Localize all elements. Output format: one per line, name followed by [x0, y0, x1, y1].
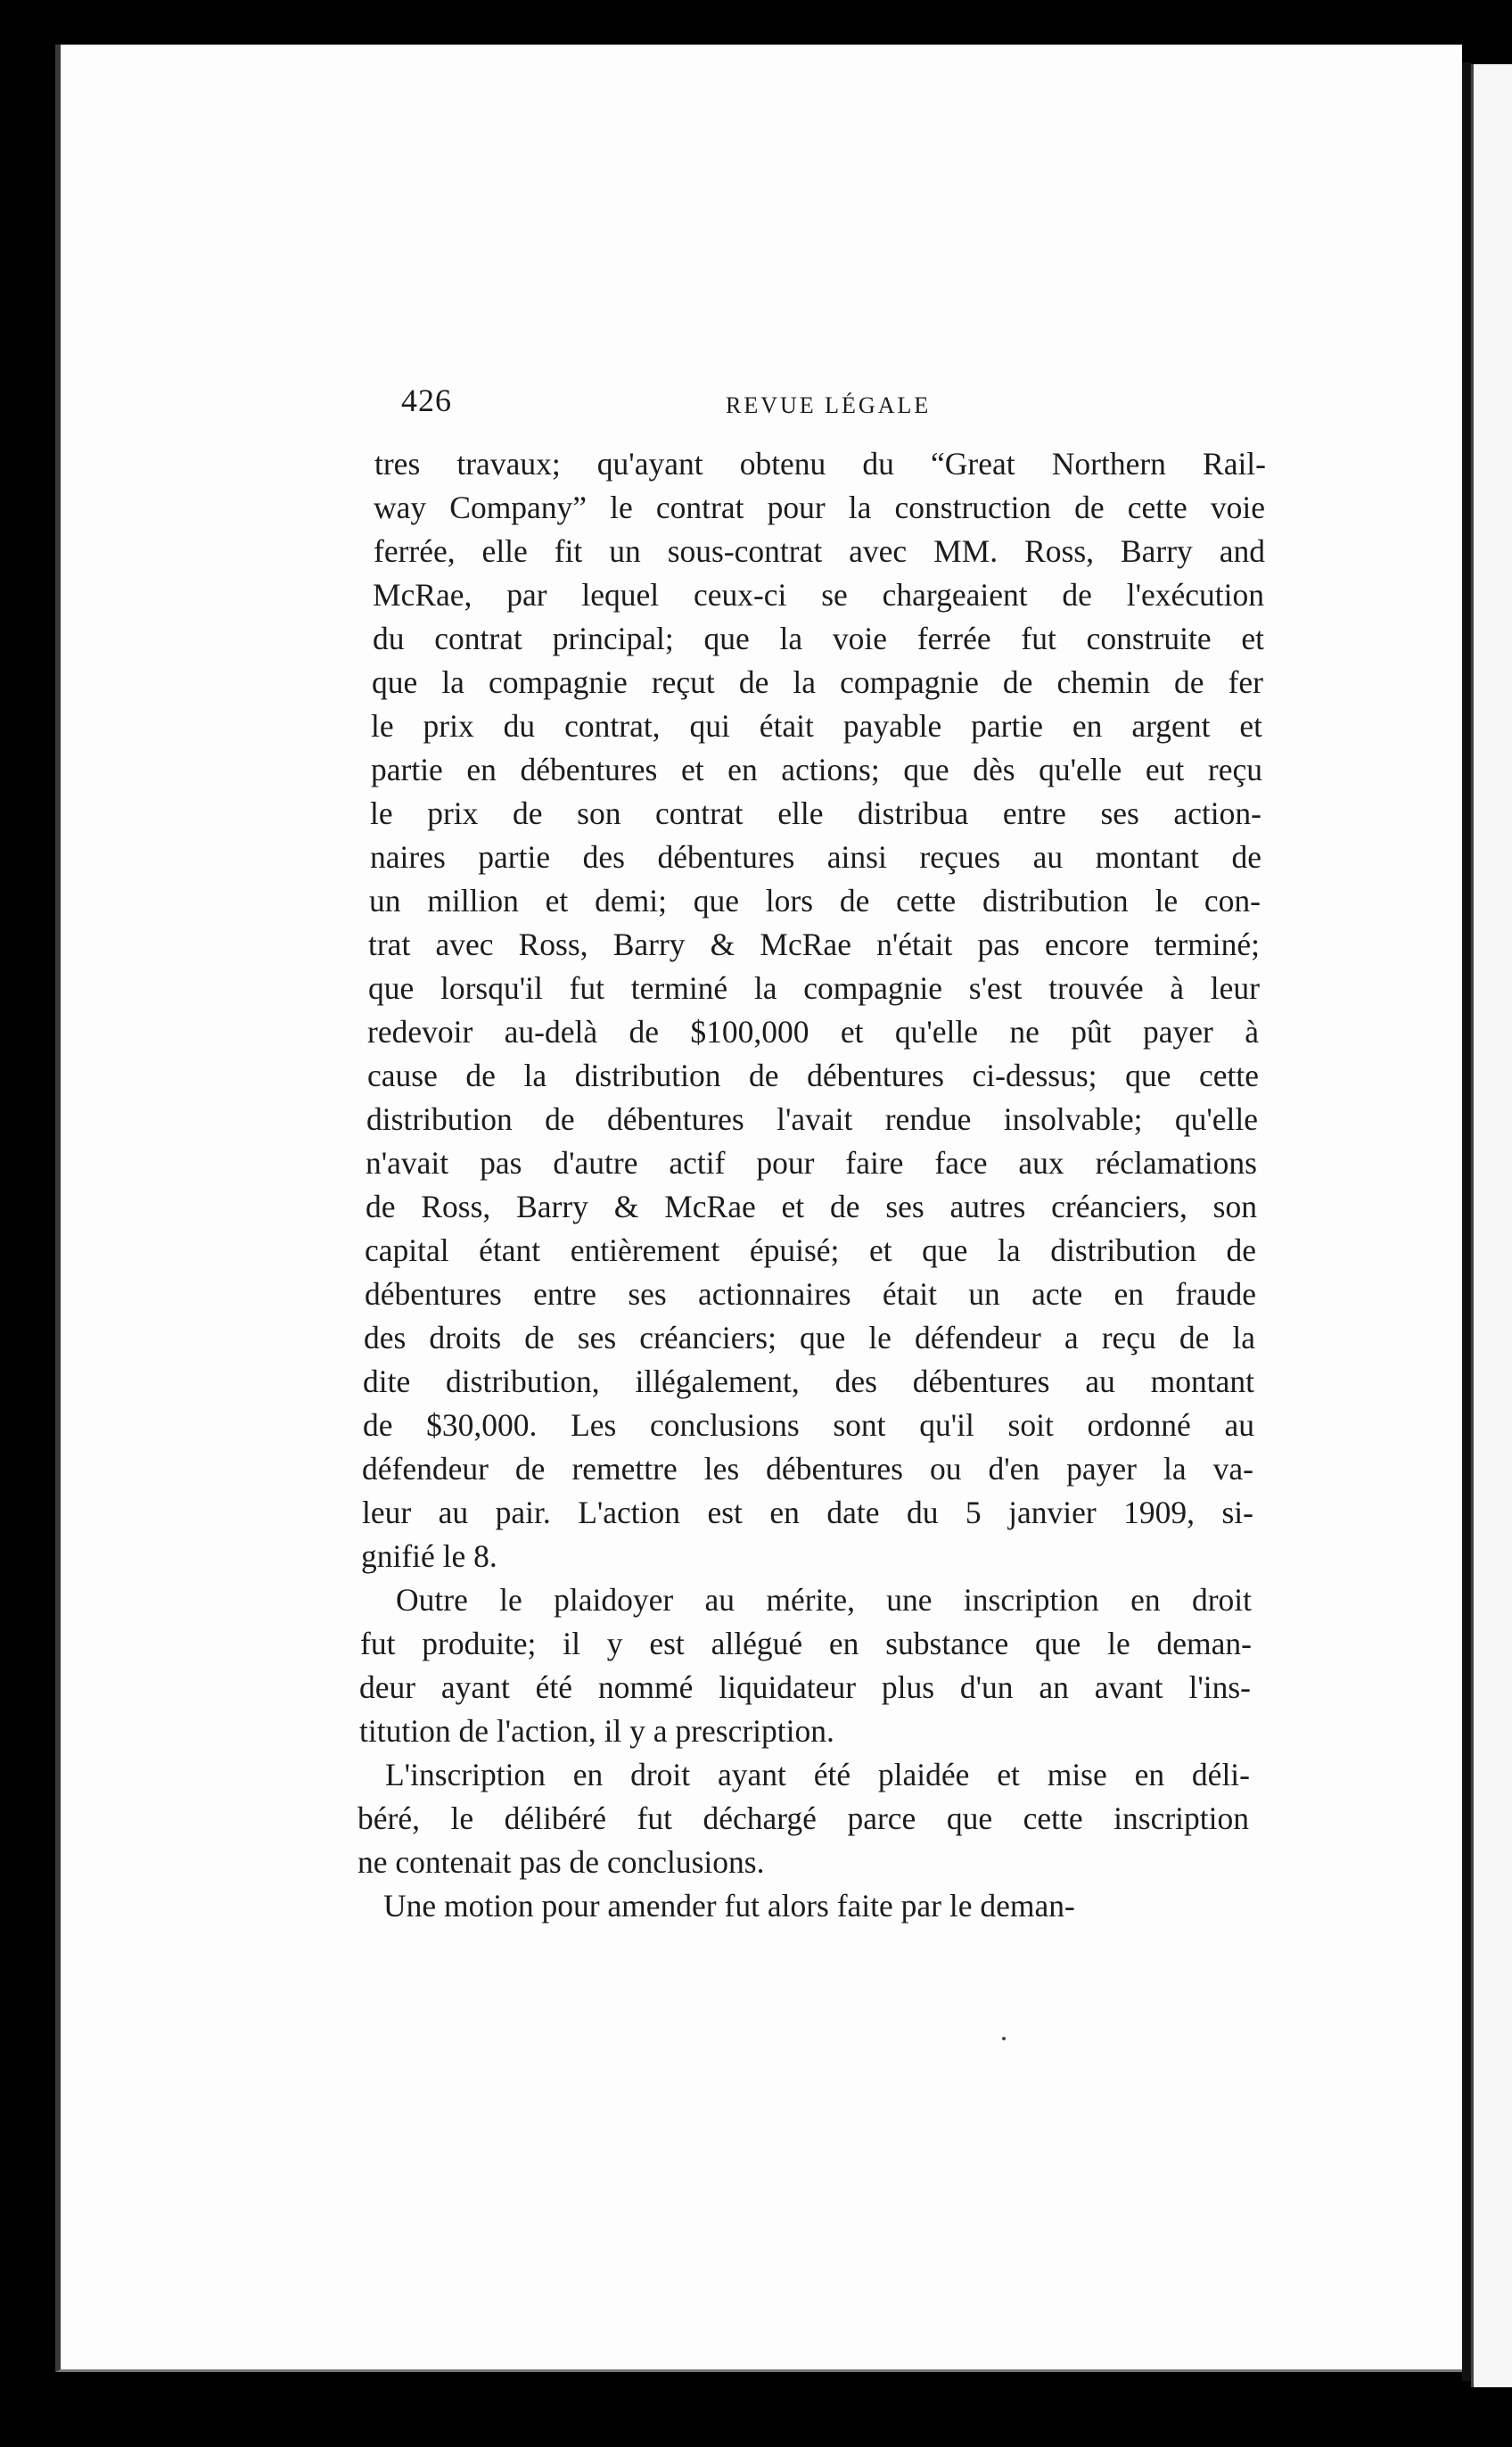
text-line: dite distribution, illégalement, des débentures au montant: [363, 1364, 1254, 1399]
paragraph: [357, 1753, 1266, 1884]
text-line: que la compagnie reçut de la compagnie de chemin de fer: [372, 664, 1263, 700]
text-line: trat avec Ross, Barry & McRae n'était pas encore terminé;: [368, 927, 1260, 962]
text-line: way Company” le contrat pour la construction de cette voie: [374, 490, 1265, 525]
paragraph: [361, 442, 1266, 1578]
text-line: béré, le délibéré fut déchargé parce que cette inscription: [357, 1800, 1249, 1836]
text-line: gnifié le 8.: [361, 1538, 497, 1574]
text-line: capital étant entièrement épuisé; et que la distribution de: [365, 1232, 1256, 1268]
text-line: que lorsqu'il fut terminé la compagnie s'est trouvée à leur: [368, 970, 1260, 1006]
text-line: partie en débentures et en actions; que dès qu'elle eut reçu: [371, 752, 1262, 787]
text-line: défendeur de remettre les débentures ou d'en payer la va-: [362, 1451, 1253, 1487]
text-line: titution de l'action, il y a prescription.: [359, 1713, 834, 1749]
text-line: ferrée, elle fit un sous-contrat avec MM. Ross, Barry and: [374, 533, 1265, 569]
text-line: leur au pair. L'action est en date du 5 janvier 1909, si-: [362, 1495, 1253, 1530]
text-line: distribution de débentures l'avait rendue insolvable; qu'elle: [366, 1101, 1258, 1137]
body-text: [357, 442, 1266, 1928]
text-line: redevoir au-delà de $100,000 et qu'elle ne pût payer à: [367, 1014, 1259, 1050]
text-line: cause de la distribution de débentures ci-dessus; que cette: [367, 1058, 1259, 1093]
text-line: de Ross, Barry & McRae et de ses autres créanciers, son: [366, 1189, 1257, 1224]
text-line: le prix de son contrat elle distribua entre ses action-: [370, 795, 1261, 831]
text-line: L'inscription en droit ayant été plaidée et mise en déli-: [385, 1757, 1250, 1792]
text-line: Outre le plaidoyer au mérite, une inscription en droit: [396, 1582, 1252, 1618]
text-line: un million et demi; que lors de cette distribution le con-: [369, 883, 1261, 919]
paragraph: [359, 1578, 1266, 1753]
text-line: Une motion pour amender fut alors faite par le deman-: [383, 1888, 1075, 1924]
text-line: naires partie des débentures ainsi reçues au montant de: [370, 839, 1261, 875]
page-header: [401, 382, 1257, 417]
text-line: McRae, par lequel ceux-ci se chargeaient de l'exécution: [373, 577, 1264, 613]
text-line: débentures entre ses actionnaires était un acte en fraude: [365, 1276, 1256, 1312]
text-line: de $30,000. Les conclusions sont qu'il soit ordonné au: [363, 1407, 1254, 1443]
page-gutter: [1462, 62, 1471, 2381]
text-line: le prix du contrat, qui était payable partie en argent et: [371, 708, 1262, 744]
text-line: du contrat principal; que la voie ferrée fut construite et: [373, 621, 1264, 656]
text-line: ne contenait pas de conclusions.: [357, 1844, 765, 1880]
paragraph: [374, 1884, 1266, 1928]
text-line: tres travaux; qu'ayant obtenu du “Great Northern Rail-: [374, 446, 1266, 482]
page-number: 426: [401, 383, 452, 418]
text-line: des droits de ses créanciers; que le défendeur a reçu de la: [364, 1320, 1255, 1355]
running-title: REVUE LÉGALE: [726, 392, 932, 418]
text-line: fut produite; il y est allégué en substance que le deman-: [360, 1626, 1252, 1661]
text-line: deur ayant été nommé liquidateur plus d'un an avant l'ins-: [359, 1669, 1251, 1705]
print-speck: [1002, 2037, 1006, 2040]
next-page-edge: [1471, 64, 1512, 2387]
text-line: n'avait pas d'autre actif pour faire face aux réclamations: [366, 1145, 1257, 1181]
